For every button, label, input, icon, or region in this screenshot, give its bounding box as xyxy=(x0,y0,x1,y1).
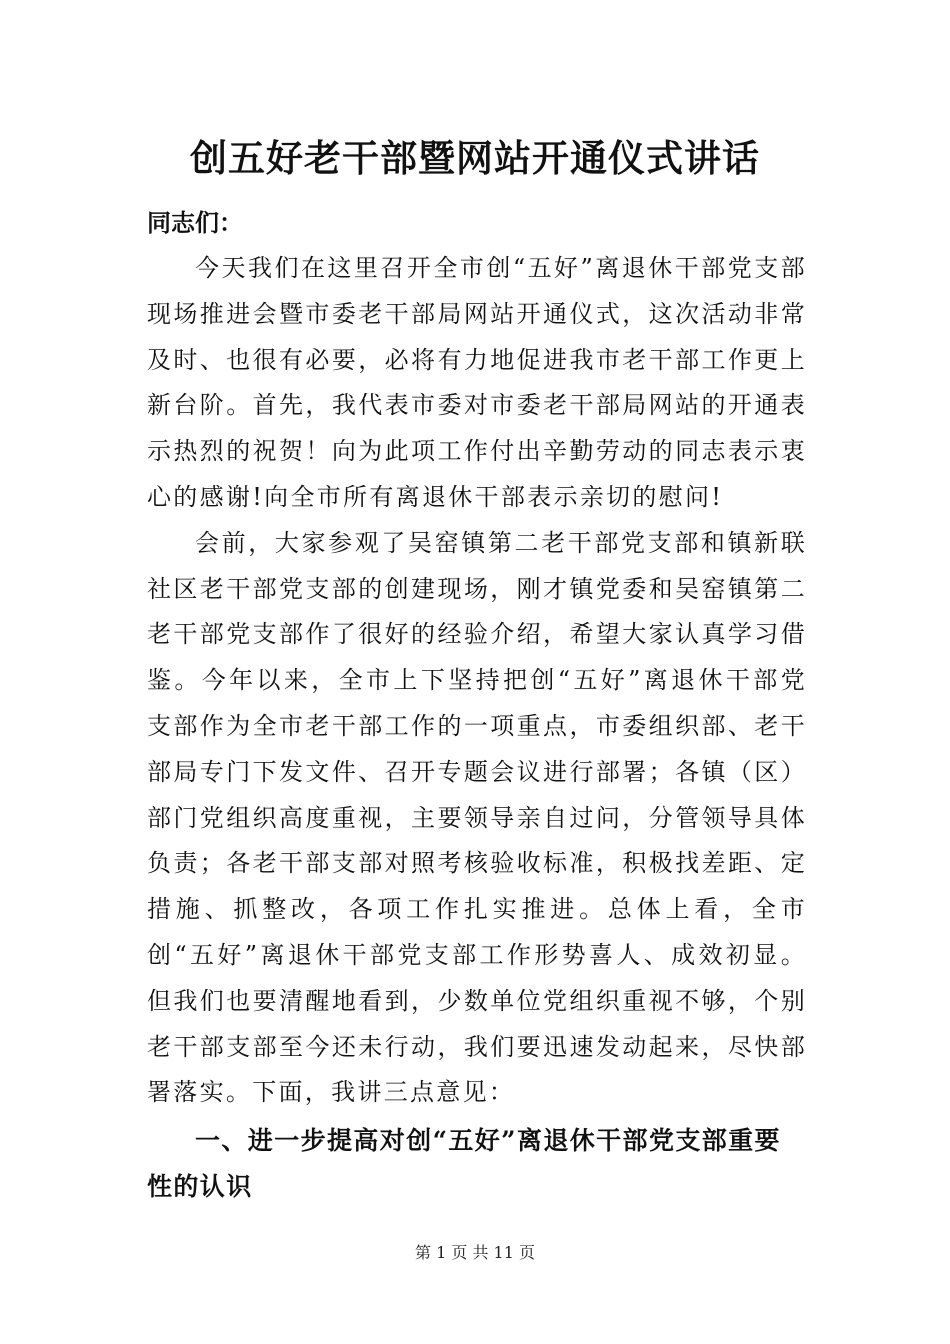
document-title: 创五好老干部暨网站开通仪式讲话 xyxy=(190,136,760,180)
page-number-footer: 第 1 页 共 11 页 xyxy=(415,1243,535,1262)
section-heading: 一、进一步提高对创“五好”离退休干部党支部重要性的认识 xyxy=(147,1126,781,1202)
document-body xyxy=(147,200,807,1210)
body-paragraph: 会前，大家参观了吴窑镇第二老干部党支部和镇新联社区老干部党支部的创建现场，刚才镇党委和吴窑镇第二老干部党支部作了很好的经验介绍，希望大家认真学习借鉴。今年以来，全市上下坚持把创“五好”离退休干部党支部作为全市老干部工作的一项重点，市委组织部、老干部局专门下发文件、召开专题会议进行部署；各镇（区）部门党组织高度重视，主要领导亲自过问，分管领导具体负责；各老干部支部对照考核验收标准，积极找差距、定措施、抓整改，各项工作扎实推进。总体上看，全市创“五好”离退休干部党支部工作形势喜人、成效初显。但我们也要清醒地看到，少数单位党组织重视不够，个别老干部支部至今还未行动，我们要迅速发动起来，尽快部署落实。下面，我讲三点意见： xyxy=(147,528,807,1107)
salutation: 同志们： xyxy=(147,208,243,237)
body-paragraph: 今天我们在这里召开全市创“五好”离退休干部党支部现场推进会暨市委老干部局网站开通仪式，这次活动非常及时、也很有必要，必将有力地促进我市老干部工作更上新台阶。首先，我代表市委对市委老干部局网站的开通表示热烈的祝贺！向为此项工作付出辛勤劳动的同志表示衷心的感谢!向全市所有离退休干部表示亲切的慰问! xyxy=(147,254,807,511)
